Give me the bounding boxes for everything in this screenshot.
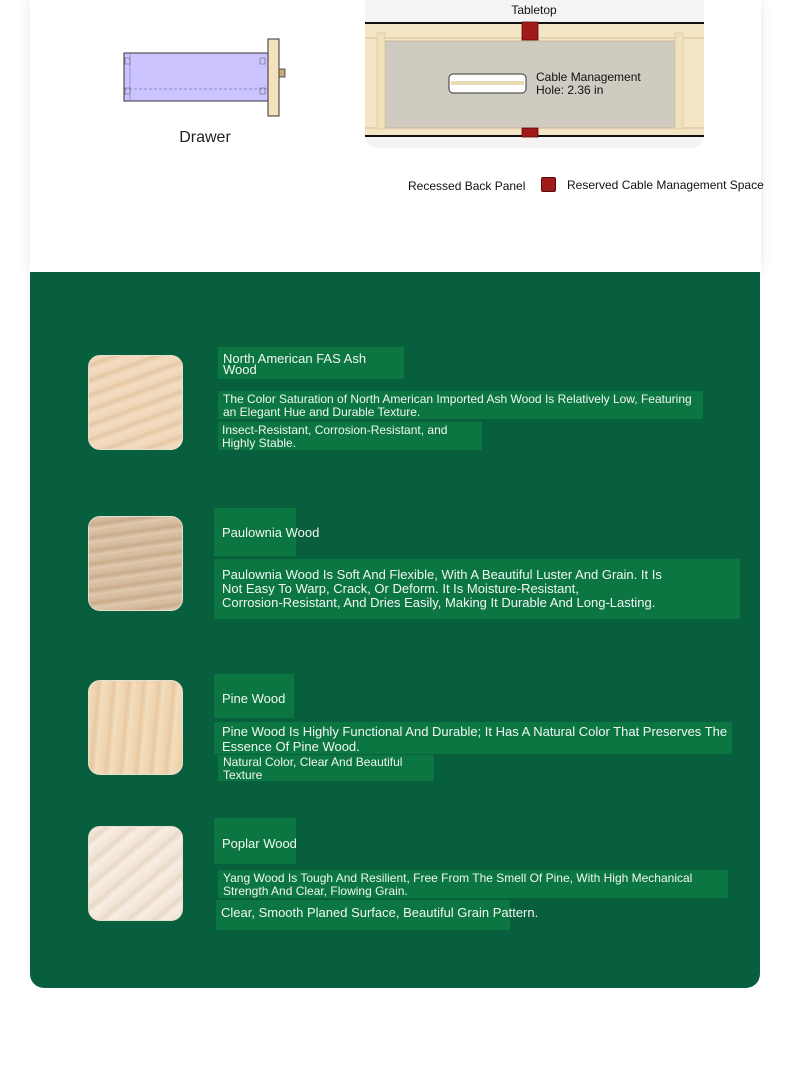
ash-wood-features xyxy=(222,424,447,450)
drawer-label: Drawer xyxy=(179,129,231,146)
legend-reserved-swatch xyxy=(541,177,556,192)
poplar-wood-thumbnail xyxy=(88,826,183,921)
paulownia-desc-line2: Not Easy To Warp, Crack, Or Deform. It Is Moisture-Resistant, xyxy=(222,581,579,596)
pine-desc-line1: Pine Wood Is Highly Functional And Durable; It Has A Natural Color That Preserves The xyxy=(222,724,728,739)
paulownia-wood-thumbnail xyxy=(88,516,183,611)
drawer-diagram xyxy=(120,36,295,121)
pine-wood-features xyxy=(223,756,402,782)
pine-feat-line1: Natural Color, Clear And Beautiful xyxy=(223,755,403,769)
tabletop-diagram xyxy=(365,0,704,148)
poplar-wood-features: Clear, Smooth Planed Surface, Beautiful Grain Pattern. xyxy=(221,905,539,920)
ash-wood-description xyxy=(223,393,692,419)
cable-hole-label xyxy=(536,71,641,97)
ash-wood-desc-line1: The Color Saturation of North American Imported Ash Wood Is Relatively Low, Featuring xyxy=(223,392,692,406)
pine-desc-line2: Essence Of Pine Wood. xyxy=(222,739,360,754)
cable-hole-line1: Cable Management xyxy=(536,70,641,84)
legend-reserved-label: Reserved Cable Management Space xyxy=(567,178,764,192)
legend-recessed-label: Recessed Back Panel xyxy=(408,179,526,193)
tabletop-label: Tabletop xyxy=(511,3,557,17)
poplar-wood-description xyxy=(223,872,692,898)
ash-wood-thumbnail xyxy=(88,355,183,450)
pine-wood-title: Pine Wood xyxy=(222,691,286,706)
paulownia-wood-description xyxy=(222,568,662,610)
poplar-desc-line1: Yang Wood Is Tough And Resilient, Free From The Smell Of Pine, With High Mechanical xyxy=(223,871,693,885)
ash-wood-title xyxy=(223,353,366,375)
ash-wood-feat-line2: Highly Stable. xyxy=(222,436,297,450)
pine-wood-thumbnail xyxy=(88,680,183,775)
poplar-desc-line2: Strength And Clear, Flowing Grain. xyxy=(223,884,408,898)
paulownia-desc-line1: Paulownia Wood Is Soft And Flexible, With A Beautiful Luster And Grain. It Is xyxy=(222,567,662,582)
ash-wood-title-line2: Wood xyxy=(223,362,257,377)
paulownia-desc-line3: Corrosion-Resistant, And Dries Easily, Making It Durable And Long-Lasting. xyxy=(222,595,656,610)
pine-feat-line2: Texture xyxy=(223,768,263,782)
pine-wood-description xyxy=(222,724,727,754)
cable-hole-line2: Hole: 2.36 in xyxy=(536,83,604,97)
ash-wood-title-line1: North American FAS Ash xyxy=(223,351,367,366)
ash-wood-feat-line1: Insect-Resistant, Corrosion-Resistant, and xyxy=(222,423,448,437)
paulownia-wood-title: Paulownia Wood xyxy=(222,525,320,540)
poplar-wood-title: Poplar Wood xyxy=(222,836,297,851)
ash-wood-desc-line2: an Elegant Hue and Durable Texture. xyxy=(223,405,421,419)
